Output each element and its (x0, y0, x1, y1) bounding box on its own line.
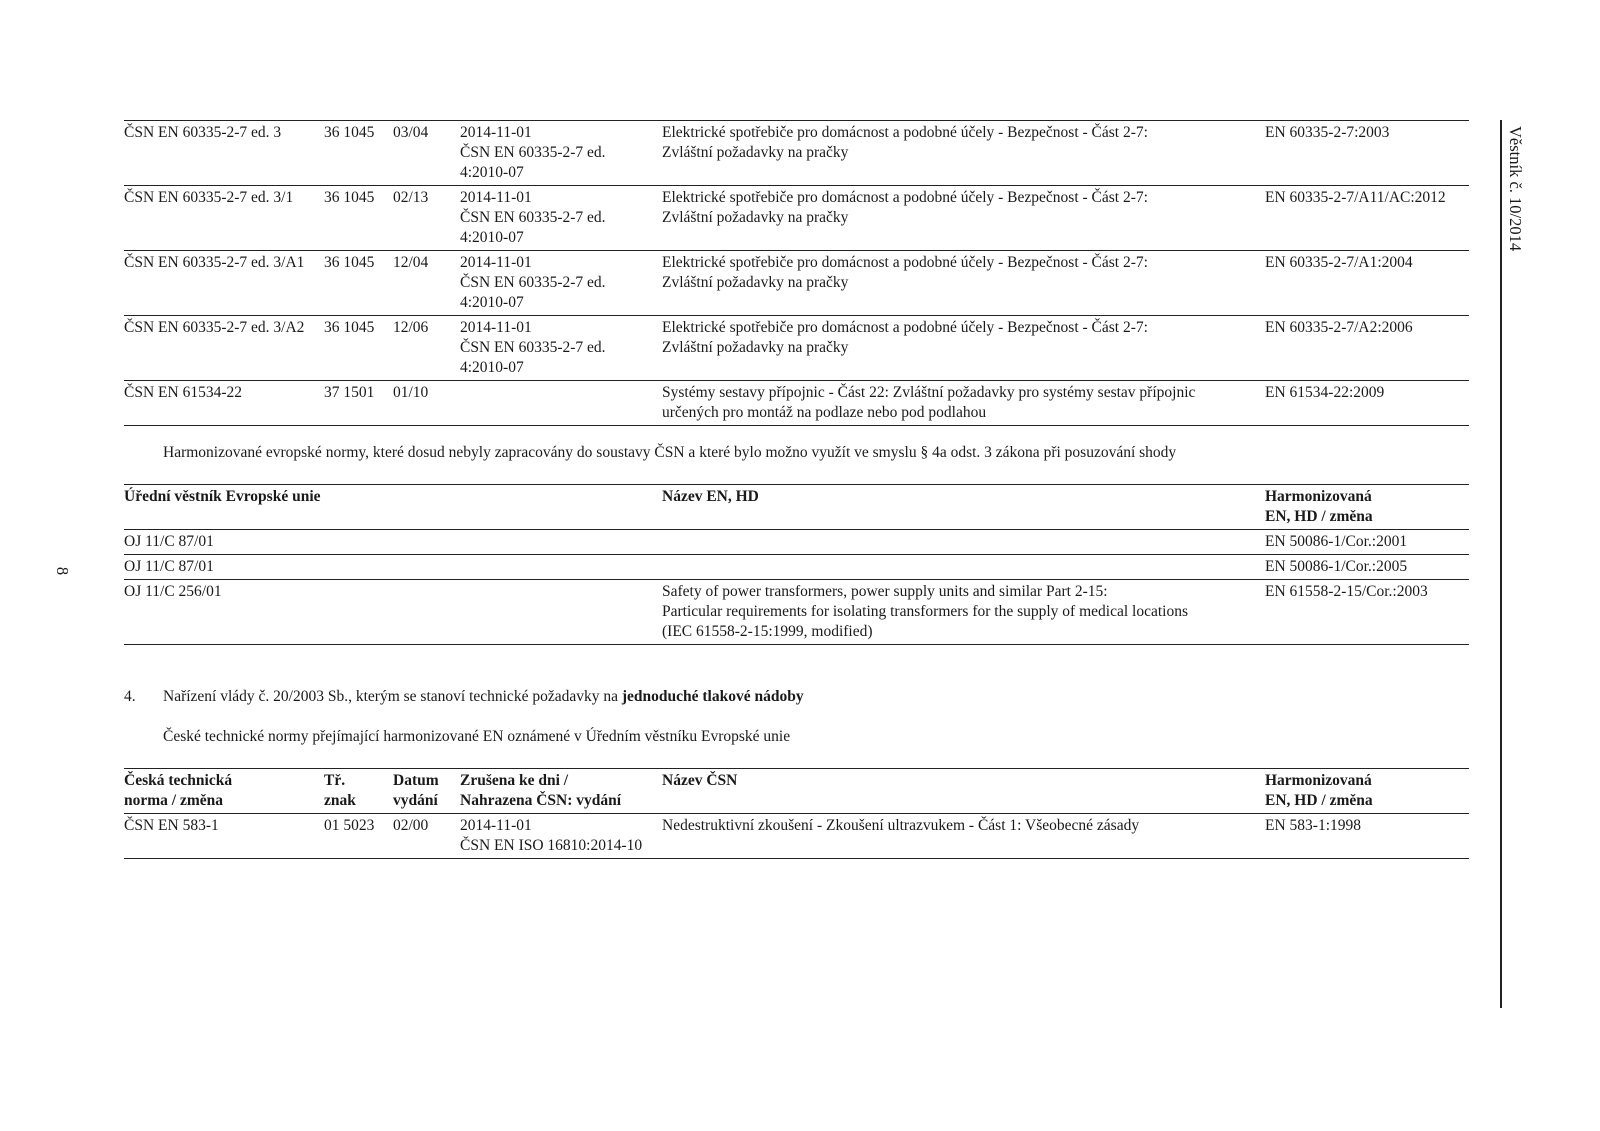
col-header-znak: Tř. znak (324, 772, 356, 809)
col-header-name: Název EN, HD (662, 488, 759, 505)
cell-nazev: Elektrické spotřebiče pro domácnost a podobné účely - Bezpečnost - Část 2-7: Zvláštní požadavky na pračky (662, 319, 1148, 356)
cell-datum: 03/04 (393, 124, 429, 141)
cell-znak: 36 1045 (324, 124, 375, 141)
cell-norm: ČSN EN 60335-2-7 ed. 3/A2 (124, 319, 305, 336)
cell-nazev: Elektrické spotřebiče pro domácnost a podobné účely - Bezpečnost - Část 2-7: Zvláštní požadavky na pračky (662, 254, 1148, 291)
section-bold-text: jednoduché tlakové nádoby (621, 688, 804, 705)
harmonized-norms-paragraph: Harmonizované evropské normy, které dosud nebyly zapracovány do soustavy ČSN a které bylo možno využít ve smyslu § 4a odst. 3 zákona při posuzování shody (163, 444, 1177, 461)
cell-zrusena: 2014-11-01 ČSN EN 60335-2-7 ed. 4:2010-07 (460, 124, 606, 181)
norms-table-2 (124, 484, 1469, 645)
table-row (124, 381, 1469, 426)
cell-en: EN 60335-2-7/A11/AC:2012 (1265, 189, 1446, 206)
cell-znak: 36 1045 (324, 254, 375, 271)
table-row (124, 186, 1469, 251)
cell-en: EN 583-1:1998 (1265, 817, 1362, 834)
table-header-row (124, 485, 1469, 530)
bulletin-header: Věstník č. 10/2014 (1506, 126, 1525, 252)
col-header-en: Harmonizovaná EN, HD / změna (1265, 772, 1373, 809)
cell-nazev: Safety of power transformers, power supply units and similar Part 2-15: Particular requirements for isolating transformers for the supply of medical locations (IEC 61558-2-15:1999, modified) (662, 583, 1188, 640)
cell-zrusena: 2014-11-01 ČSN EN 60335-2-7 ed. 4:2010-07 (460, 254, 606, 311)
cell-nazev: Elektrické spotřebiče pro domácnost a podobné účely - Bezpečnost - Část 2-7: Zvláštní požadavky na pračky (662, 124, 1148, 161)
section-number: 4. (124, 688, 136, 705)
cell-oj: OJ 11/C 87/01 (124, 558, 214, 575)
cell-nazev: Nedestruktivní zkoušení - Zkoušení ultrazvukem - Část 1: Všeobecné zásady (662, 817, 1140, 834)
cell-en: EN 60335-2-7:2003 (1265, 124, 1390, 141)
cell-datum: 12/06 (393, 319, 429, 336)
table-header-row (124, 769, 1469, 814)
cell-norm: ČSN EN 60335-2-7 ed. 3 (124, 124, 282, 141)
cell-oj: OJ 11/C 87/01 (124, 533, 214, 550)
cell-znak: 36 1045 (324, 319, 375, 336)
cell-oj: OJ 11/C 256/01 (124, 583, 222, 600)
cell-en: EN 50086-1/Cor.:2001 (1265, 533, 1408, 550)
table-row (124, 555, 1469, 580)
cell-zrusena: 2014-11-01 ČSN EN ISO 16810:2014-10 (460, 817, 643, 854)
cell-en: EN 61534-22:2009 (1265, 384, 1385, 401)
col-header-norm: Česká technická norma / změna (124, 772, 233, 809)
cell-nazev: Elektrické spotřebiče pro domácnost a podobné účely - Bezpečnost - Část 2-7: Zvláštní požadavky na pračky (662, 189, 1148, 226)
cell-norm: ČSN EN 583-1 (124, 817, 219, 834)
cell-zrusena (460, 381, 662, 426)
cell-znak: 36 1045 (324, 189, 375, 206)
norms-table-1 (124, 120, 1469, 426)
table-row (124, 316, 1469, 381)
page-content (124, 120, 1469, 859)
col-header-name: Název ČSN (662, 772, 738, 789)
cell-nazev: Systémy sestavy přípojnic - Část 22: Zvláštní požadavky pro systémy sestav přípojnic určených pro montáž na podlaze nebo pod podlahou (662, 384, 1196, 421)
table-row (124, 580, 1469, 645)
table-row (124, 121, 1469, 186)
col-header-zrusena: Zrušena ke dni / Nahrazena ČSN: vydání (460, 772, 622, 809)
cell-en: EN 60335-2-7/A2:2006 (1265, 319, 1413, 336)
cell-en: EN 60335-2-7/A1:2004 (1265, 254, 1413, 271)
cell-norm: ČSN EN 60335-2-7 ed. 3/1 (124, 189, 294, 206)
cell-znak: 37 1501 (324, 384, 375, 401)
section-text: Nařízení vlády č. 20/2003 Sb., kterým se stanoví technické požadavky na jednoduché tlakové nádoby (163, 688, 804, 705)
cell-znak: 01 5023 (324, 817, 375, 834)
cell-en: EN 61558-2-15/Cor.:2003 (1265, 583, 1428, 600)
czech-norms-paragraph: České technické normy přejímající harmonizované EN oznámené v Úředním věstníku Evropské unie (163, 728, 791, 745)
cell-datum: 02/13 (393, 189, 429, 206)
table-row (124, 530, 1469, 555)
cell-norm: ČSN EN 61534-22 (124, 384, 242, 401)
page-number: 8 (53, 566, 73, 576)
cell-norm: ČSN EN 60335-2-7 ed. 3/A1 (124, 254, 305, 271)
cell-nazev (662, 555, 1265, 580)
table-row (124, 814, 1469, 859)
cell-nazev (662, 530, 1265, 555)
cell-datum: 12/04 (393, 254, 429, 271)
table-row (124, 251, 1469, 316)
norms-table-3 (124, 768, 1469, 859)
cell-datum: 01/10 (393, 384, 429, 401)
col-header-datum: Datum vydání (393, 772, 439, 809)
section-4-heading (124, 687, 1469, 707)
cell-zrusena: 2014-11-01 ČSN EN 60335-2-7 ed. 4:2010-07 (460, 319, 606, 376)
cell-zrusena: 2014-11-01 ČSN EN 60335-2-7 ed. 4:2010-07 (460, 189, 606, 246)
col-header-oj: Úřední věstník Evropské unie (124, 488, 321, 505)
cell-en: EN 50086-1/Cor.:2005 (1265, 558, 1408, 575)
cell-datum: 02/00 (393, 817, 429, 834)
side-rule (1500, 120, 1502, 1008)
col-header-en: Harmonizovaná EN, HD / změna (1265, 488, 1373, 525)
